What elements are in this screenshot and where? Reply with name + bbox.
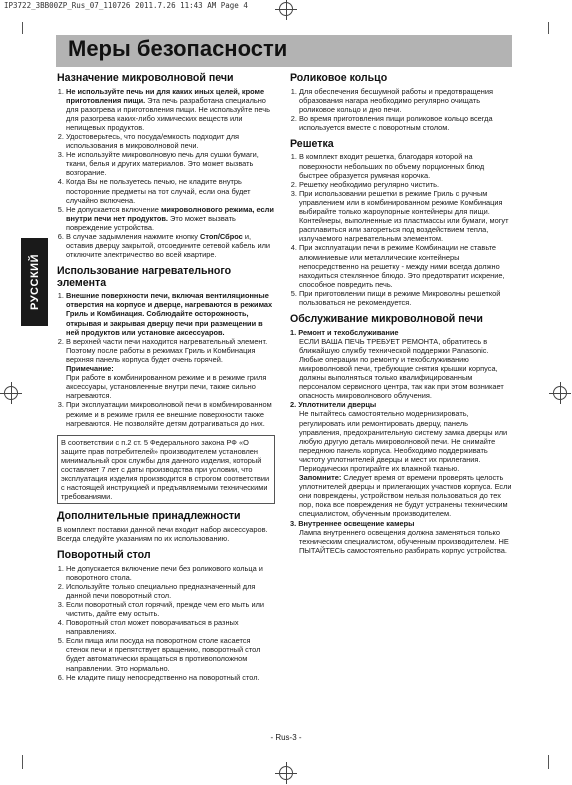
registration-mark-bottom <box>279 766 293 780</box>
section-heading-heating-element: Использование нагревательного элемента <box>57 265 232 289</box>
crop-mark-bottom-right <box>548 755 549 769</box>
list-item: 3. При использовании решетки в режиме Гриль с ручным управлением или в комбинированном режиме Комбинация выбирайте только жароупорные контейнеры для пищи. Контейнеры, выполненные из пластмассы или бумаги, могут расплавиться или загореться под воздействием тепла, излучаемого нагревательным элементом. <box>299 189 512 244</box>
list-item: 1. Не используйте печь ни для каких иных целей, кроме приготовления пищи. Эта печь разработана специально для разогрева и приготовления пищи. Не используйте печь для разогрева каких-либо химических веществ или непищевых продуктов. <box>66 87 275 132</box>
roller-ring-list <box>290 87 512 132</box>
maintenance-warning: Запомните: Следует время от времени проверять целость уплотнителей дверцы и прилегающих участков корпуса. Если они повреждены, устройством нельзя пользоваться до тех пор, пока все повреждения не будут устранены техническим специалистом, обученным производителем. <box>299 473 512 519</box>
list-item: 4. Поворотный стол может поворачиваться в разных направлениях. <box>66 618 275 636</box>
note-text: При работе в комбинированном режиме и в режиме гриля аксессуары, установленные внутри печи, также сильно нагреваются. <box>66 373 267 401</box>
list-item: 3. При эксплуатации микроволновой печи в комбинированном режиме и в режиме гриля ее внешние поверхности также нагреваются. Не позволяйте детям дотрагиваться до них. <box>66 400 275 427</box>
crop-mark-top-left <box>22 22 23 34</box>
maintenance-subtitle-lamp: 3. Внутреннее освещение камеры <box>290 518 415 528</box>
list-item: 2. Решетку необходимо регулярно чистить. <box>299 180 512 189</box>
list-item: 1. Не допускается включение печи без роликового кольца и поворотного стола. <box>66 564 275 582</box>
print-header: IP3722_3BB00ZP_Rus_07_110726 2011.7.26 11:43 AM Page 4 <box>4 1 248 10</box>
list-item: 1. Внешние поверхности печи, включая вентиляционные отверстия на корпусе и дверце, нагреваются в режимах Гриль и Комбинация. Соблюдайте осторожность, открывая и закрывая дверцу печи при размещении в ней продуктов или установке аксессуаров. <box>66 291 275 336</box>
registration-mark-top <box>279 2 293 16</box>
list-item: 2. Удостоверьтесь, что посуда/емкость подходит для использования в микроволновой печи. <box>66 132 275 150</box>
turntable-list <box>57 564 275 682</box>
title-bar <box>56 35 512 67</box>
list-item: 2. Во время приготовления пищи роликовое кольцо всегда используется вместе с поворотным столом. <box>299 114 512 132</box>
purpose-list <box>57 87 275 260</box>
section-heading-rack: Решетка <box>290 137 334 150</box>
crop-mark-bottom-left <box>22 755 23 769</box>
language-tab-label: РУССКИЙ <box>28 254 41 310</box>
list-item: 1. Для обеспечения бесшумной работы и предотвращения образования нагара необходимо регулярно очищать роликовое кольцо и дно печи. <box>299 87 512 114</box>
list-item: 2. Используйте только специально предназначенный для данной печи поворотный стол. <box>66 582 275 600</box>
section-heading-purpose: Назначение микроволновой печи <box>57 72 234 84</box>
right-column <box>290 73 512 555</box>
registration-mark-right <box>553 386 567 400</box>
list-item: 6. В случае задымления нажмите кнопку Стоп/Сброс и, оставив дверцу закрытой, отсоедините сетевой кабель или отключите электричество во всей квартире. <box>66 232 275 259</box>
section-heading-roller-ring: Роликовое кольцо <box>290 72 388 84</box>
page-number: - Rus-3 - <box>270 733 302 742</box>
maintenance-text-lamp: Лампа внутреннего освещения должна заменяться только техническим специалистом, обученным производителем. НЕ ПЫТАЙТЕСЬ самостоятельно разбирать корпус устройства. <box>299 527 509 555</box>
list-item: 2. В верхней части печи находится нагревательный элемент. Поэтому после работы в режимах Гриль и Комбинация верхняя панель корпуса будет очень горячей. Примечание: При работе в комбинированном режиме и в режиме гриля аксессуары, установленные внутри печи, также сильно нагреваются. <box>66 337 275 401</box>
list-item: 5. Не допускается включение микроволнового режима, если внутри печи нет продуктов. Это может вызвать повреждение устройства. <box>66 205 275 232</box>
maintenance-text-repair: ЕСЛИ ВАША ПЕЧЬ ТРЕБУЕТ РЕМОНТА, обратитесь в ближайшую службу технической поддержки Panasonic. Любые операции по ремонту и техобслуживанию микроволновой печи, требующие снятия крышки корпуса, должны выполняться только квалифицированным персоналом сервисного центра, так как при этом возникает опасность микроволнового облучения. <box>299 336 504 401</box>
accessories-text: В комплект поставки данной печи входит набор аксессуаров. Всегда следуйте указаниям по их использованию. <box>57 524 268 543</box>
list-item: 4. При эксплуатации печи в режиме Комбинации не ставьте алюминиевые или металлические контейнеры непосредственно на решетку - между ними всегда должно находиться стеклянное блюдо. Это предотвратит искрение, способное повредить печь. <box>299 243 512 288</box>
list-item: 3. Не используйте микроволновую печь для сушки бумаги, ткани, белья и других материалов. Это может вызвать возгорание. <box>66 150 275 177</box>
crop-mark-top-right <box>548 22 549 34</box>
list-item: 4. Когда Вы не пользуетесь печью, не кладите внутрь посторонние предметы на тот случай, если она будет случайно включена. <box>66 177 275 204</box>
left-column <box>57 73 275 682</box>
section-heading-accessories: Дополнительные принадлежности <box>57 510 241 523</box>
registration-mark-left <box>4 386 18 400</box>
maintenance-subtitle-seals: 2. Уплотнители дверцы <box>290 400 377 410</box>
page-title: Меры безопасности <box>68 36 288 61</box>
list-item: 5. Если пища или посуда на поворотном столе касается стенок печи и препятствует вращению, поворотный стол будет автоматически вращаться в противоположном направлении. Это нормально. <box>66 636 275 672</box>
list-item: 3. Если поворотный стол горячий, прежде чем его мыть или чистить, дайте ему остыть. <box>66 600 275 618</box>
service-life-notice: В соответствии с п.2 ст. 5 Федерального закона РФ «О защите прав потребителей» производителем установлен минимальный срок службы для данного изделия, который составляет 7 лет с даты производства при условии, что эксплуатация изделия производится в строгом соответствии с настоящей инструкцией и предъявляемыми техническими требованиями. <box>57 435 275 505</box>
section-heading-maintenance: Обслуживание микроволновой печи <box>290 313 483 326</box>
list-item: 1. В комплект входит решетка, благодаря которой на поверхности небольших по объему порционных блюд быстрее образуется румяная корочка. <box>299 152 512 179</box>
section-heading-turntable: Поворотный стол <box>57 549 151 562</box>
language-tab <box>21 238 48 326</box>
list-item: 5. При приготовлении пищи в режиме Микроволны решеткой пользоваться не рекомендуется. <box>299 289 512 307</box>
list-item: 6. Не кладите пищу непосредственно на поворотный стол. <box>66 673 275 682</box>
heating-element-list <box>57 291 275 427</box>
maintenance-text-seals: Не пытайтесь самостоятельно модернизировать, регулировать или ремонтировать дверцу, панель управления, предохранительную систему замка дверцы или любую другую деталь микроволновой печи. Не снимайте переднюю панель корпуса. Необходимо поддерживать чистоту уплотнителей дверцы и мест их прилегания. Периодически протирайте их влажной тканью. <box>299 409 508 473</box>
maintenance-subtitle-repair: 1. Ремонт и техобслуживание <box>290 327 399 337</box>
note-label: Примечание: <box>66 364 114 374</box>
rack-list <box>290 152 512 307</box>
